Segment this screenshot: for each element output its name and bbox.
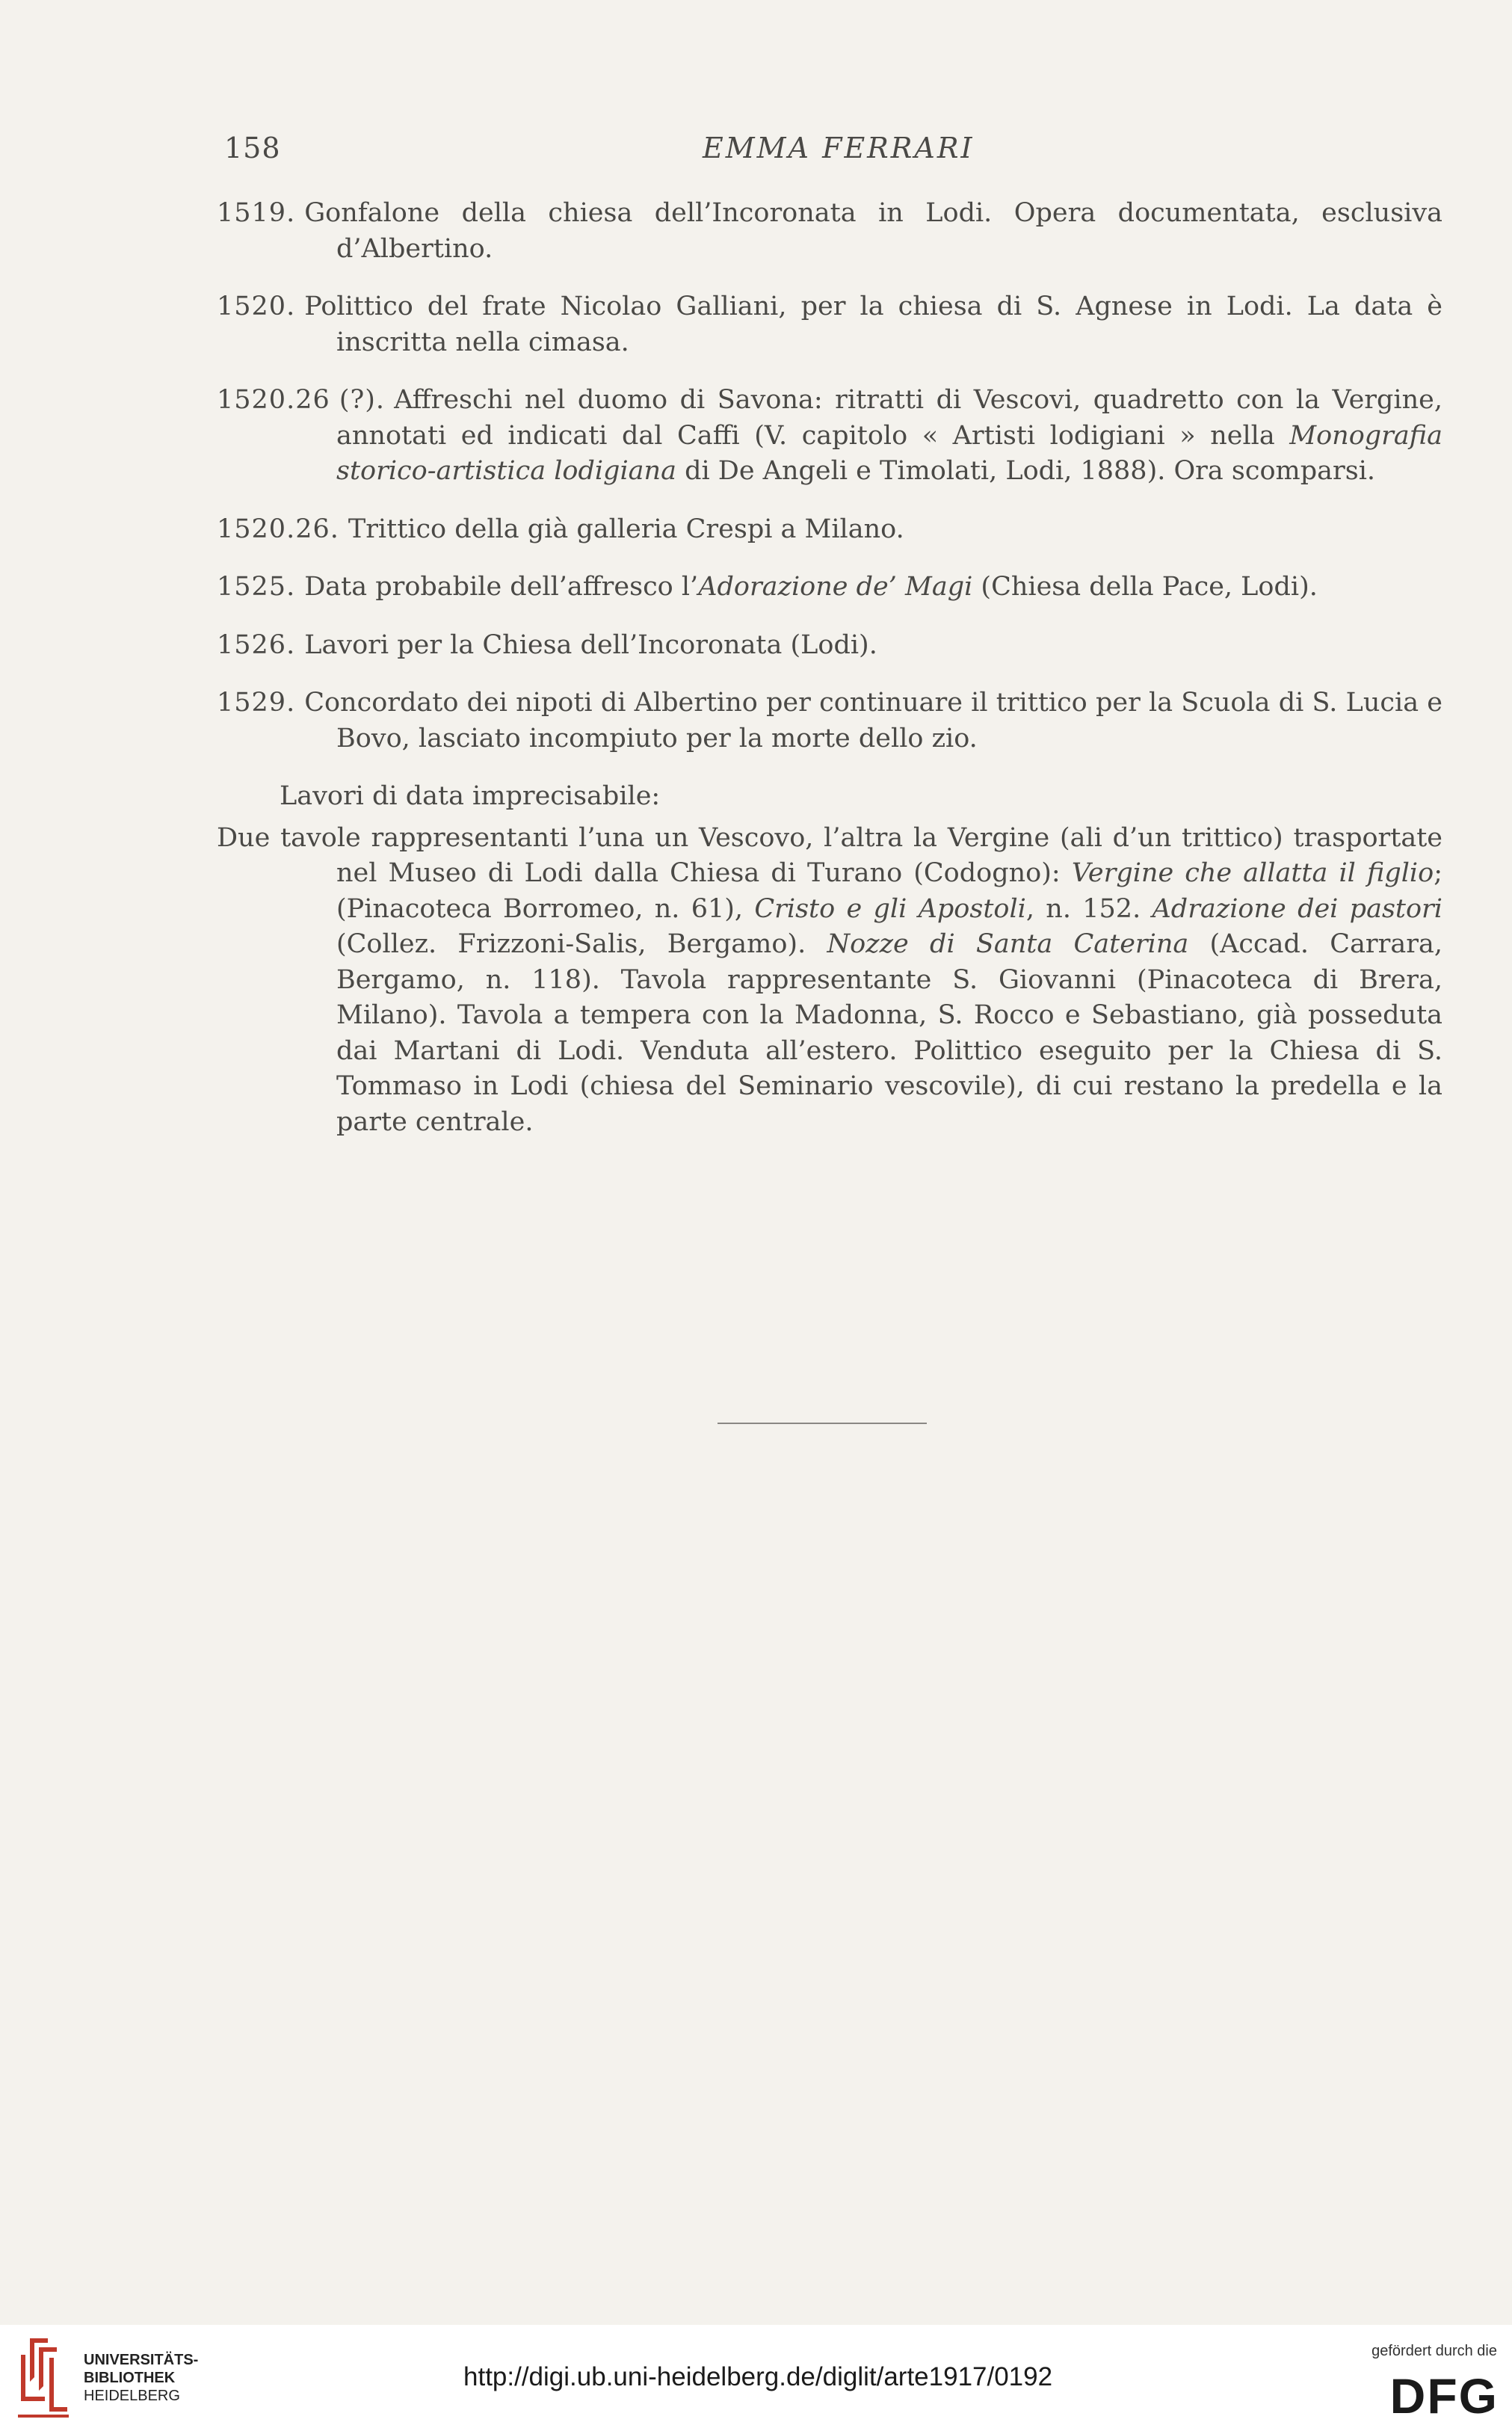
chronology-entry [217, 570, 1442, 606]
page-body [217, 196, 1442, 1140]
entry-date: 1520.26 (?). [217, 385, 386, 415]
artwork-title: Cristo e gli Apostoli [754, 893, 1026, 924]
chronology-entry [217, 512, 1442, 548]
entry-date: 1529. [217, 688, 296, 718]
undated-works-paragraph [217, 821, 1442, 1141]
entry-date: 1520. [217, 292, 296, 321]
library-name [84, 2351, 198, 2405]
artwork-title: Monografia storico-artistica lodigiana [336, 420, 1442, 486]
entry-text: Data probabile dell’affresco l’ [304, 572, 699, 602]
entry-date: 1520.26. [217, 514, 339, 544]
university-library-logo-icon [15, 2332, 72, 2421]
undated-works-heading: Lavori di data imprecisabile: [280, 781, 661, 811]
library-name-line-3: HEIDELBERG [84, 2388, 180, 2404]
entry-text: Concordato dei nipoti di Albertino per continuare il trittico per la Scuola di S. Lucia e Bovo, lasciato incompiuto per la morte dello zio. [304, 688, 1442, 754]
artwork-title: Adorazione de’ Magi [698, 572, 973, 602]
chronology-entry [217, 383, 1442, 490]
library-name-line-2: BIBLIOTHEK [84, 2370, 176, 2386]
permalink-url[interactable]: http://digi.ub.uni-heidelberg.de/diglit/arte1917/0192 [463, 2362, 1053, 2391]
paragraph-text: (Collez. Frizzoni-Salis, Bergamo). [336, 929, 827, 959]
chronology-entry [217, 196, 1442, 267]
paragraph-text: Due tavole rappresentanti l’una un Vescovo, l’altra la Vergine (ali d’un trittico) trasportate nel Museo di Lodi dalla Chiesa di Turano (Codogno): [217, 822, 1442, 888]
paragraph-text: ; (Pinacoteca Borromeo, n. 61), [336, 858, 1442, 924]
artwork-title: Vergine che allatta il figlio [1071, 858, 1434, 888]
entry-text: Gonfalone della chiesa dell’Incoronata in Lodi. Opera documentata, esclusiva d’Albertino. [304, 198, 1442, 264]
entry-text: Lavori per la Chiesa dell’Incoronata (Lodi). [304, 629, 877, 660]
entry-text: Polittico del frate Nicolao Galliani, per la chiesa di S. Agnese in Lodi. La data è inscritta nella cimasa. [304, 292, 1442, 357]
entry-text: di De Angeli e Timolati, Lodi, 1888). Ora scomparsi. [676, 456, 1376, 486]
chronology-entry [217, 628, 1442, 664]
chronology-entry [217, 289, 1442, 360]
page-number: 158 [224, 132, 281, 164]
entry-text: Affreschi nel duomo di Savona: ritratti di Vescovi, quadretto con la Vergine, annotati ed indicati dal Caffi (V. capitolo « Artisti lodigiani » nella [336, 385, 1442, 451]
entry-date: 1525. [217, 572, 296, 602]
chronology-list [217, 196, 1442, 757]
paragraph-text: , n. 152. [1025, 893, 1152, 924]
paragraph-text: (Accad. Carrara, Bergamo, n. 118). Tavola rappresentante S. Giovanni (Pinacoteca di Brera, Milano). Tavola a tempera con la Madonna, S. Rocco e Sebastiano, già posseduta dai Martani di Lodi. Venduta all’estero. Polittico eseguito per la Chiesa di S. Tommaso in Lodi (chiesa del Seminario vescovile), di cui restano la predella e la parte centrale. [336, 929, 1442, 1137]
entry-date: 1526. [217, 629, 296, 660]
entry-date: 1519. [217, 198, 296, 228]
library-name-line-1: UNIVERSITÄTS- [84, 2352, 199, 2368]
artwork-title: Adrazione dei pastori [1152, 893, 1442, 924]
funding-note: gefördert durch die [1371, 2343, 1497, 2359]
entry-text: Trittico della già galleria Crespi a Milano. [348, 514, 904, 544]
artwork-title: Nozze di Santa Caterina [827, 929, 1189, 959]
page-header [224, 132, 1435, 176]
chronology-entry [217, 685, 1442, 757]
digitization-footer [0, 2325, 1512, 2434]
entry-text: (Chiesa della Pace, Lodi). [972, 572, 1318, 602]
end-rule [718, 1423, 927, 1424]
running-head: EMMA FERRARI [703, 132, 975, 164]
dfg-logo: DFG [1389, 2368, 1499, 2424]
